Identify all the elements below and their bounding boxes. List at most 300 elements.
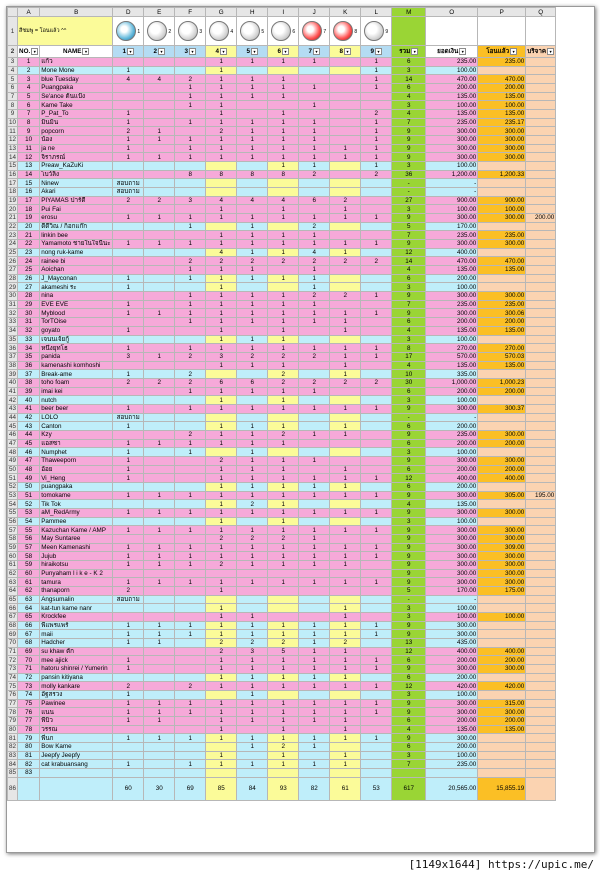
qty-cell[interactable] xyxy=(299,370,330,379)
name-cell[interactable]: blue Tuesday xyxy=(40,75,113,84)
qty-cell[interactable]: 1 xyxy=(206,335,237,344)
donate-cell[interactable] xyxy=(526,292,556,301)
qty-cell[interactable]: 1 xyxy=(268,760,299,769)
qty-cell[interactable]: 1 xyxy=(268,491,299,500)
name-cell[interactable]: Vi_Heng xyxy=(40,474,113,483)
qty-cell[interactable]: 1 xyxy=(299,656,330,665)
qty-cell[interactable]: 2 xyxy=(299,378,330,387)
qty-cell[interactable]: 1 xyxy=(330,621,361,630)
row-number[interactable]: 56 xyxy=(9,517,17,525)
qty-cell[interactable]: 1 xyxy=(237,292,268,301)
name-cell[interactable]: แนน xyxy=(40,708,113,717)
qty-cell[interactable] xyxy=(144,118,175,127)
name-cell[interactable]: ja ne xyxy=(40,144,113,153)
qty-cell[interactable]: 1 xyxy=(330,248,361,257)
paid-cell[interactable]: 470.00 xyxy=(478,257,526,266)
qty-cell[interactable] xyxy=(144,673,175,682)
qty-cell[interactable] xyxy=(330,231,361,240)
paid-cell[interactable] xyxy=(478,162,526,171)
no-cell[interactable]: 63 xyxy=(18,595,40,604)
column-letter[interactable]: I xyxy=(268,8,299,17)
qty-cell[interactable] xyxy=(237,725,268,734)
name-cell[interactable]: LOLO xyxy=(40,413,113,422)
qty-cell[interactable] xyxy=(144,361,175,370)
paid-cell[interactable]: 470.00 xyxy=(478,75,526,84)
no-cell[interactable]: 33 xyxy=(18,335,40,344)
qty-cell[interactable]: 1 xyxy=(299,118,330,127)
total-cell[interactable]: 9 xyxy=(392,630,426,639)
qty-cell[interactable]: 1 xyxy=(206,725,237,734)
paid-cell[interactable]: 570.03 xyxy=(478,352,526,361)
qty-cell[interactable]: 1 xyxy=(113,560,144,569)
name-cell[interactable]: พี่บิว xyxy=(40,717,113,726)
qty-cell[interactable]: 2 xyxy=(206,647,237,656)
row-number[interactable]: 39 xyxy=(9,370,17,378)
qty-cell[interactable] xyxy=(237,604,268,613)
name-cell[interactable]: อ้อย xyxy=(40,465,113,474)
qty-cell[interactable] xyxy=(113,84,144,93)
qty-cell[interactable] xyxy=(175,665,206,674)
qty-cell[interactable] xyxy=(144,396,175,405)
donate-cell[interactable] xyxy=(526,604,556,613)
qty-cell[interactable] xyxy=(206,743,237,752)
donate-cell[interactable] xyxy=(526,734,556,743)
qty-cell[interactable] xyxy=(237,326,268,335)
qty-cell[interactable]: 1 xyxy=(237,656,268,665)
qty-cell[interactable]: 2 xyxy=(206,257,237,266)
amount-cell[interactable]: 200.00 xyxy=(426,84,478,93)
qty-cell[interactable]: 1 xyxy=(175,526,206,535)
name-cell[interactable]: nina xyxy=(40,292,113,301)
qty-cell[interactable]: 1 xyxy=(175,101,206,110)
qty-cell[interactable]: สอบถาม xyxy=(113,188,144,197)
qty-cell[interactable]: 1 xyxy=(330,526,361,535)
qty-cell[interactable]: 1 xyxy=(113,474,144,483)
qty-cell[interactable] xyxy=(144,144,175,153)
qty-cell[interactable] xyxy=(268,179,299,188)
qty-cell[interactable]: 1 xyxy=(330,734,361,743)
qty-cell[interactable]: 1 xyxy=(206,656,237,665)
donate-cell[interactable] xyxy=(526,179,556,188)
qty-cell[interactable]: 1 xyxy=(330,673,361,682)
paid-cell[interactable]: 300.00 xyxy=(478,552,526,561)
qty-cell[interactable]: 1 xyxy=(268,214,299,223)
total-cell[interactable]: 9 xyxy=(392,665,426,674)
qty-cell[interactable] xyxy=(175,673,206,682)
qty-cell[interactable]: 1 xyxy=(330,240,361,249)
qty-cell[interactable]: 2 xyxy=(330,257,361,266)
column-letter[interactable]: F xyxy=(175,8,206,17)
no-cell[interactable]: 57 xyxy=(18,543,40,552)
qty-cell[interactable]: 2 xyxy=(268,378,299,387)
qty-cell[interactable] xyxy=(175,534,206,543)
qty-cell[interactable]: 1 xyxy=(268,248,299,257)
paid-cell[interactable]: 300.00 xyxy=(478,127,526,136)
total-cell[interactable]: 9 xyxy=(392,699,426,708)
qty-cell[interactable] xyxy=(330,769,361,778)
no-cell[interactable]: 3 xyxy=(18,75,40,84)
qty-cell[interactable] xyxy=(237,205,268,214)
total-cell[interactable]: 3 xyxy=(392,691,426,700)
paid-cell[interactable] xyxy=(478,639,526,648)
qty-cell[interactable]: 1 xyxy=(206,396,237,405)
qty-cell[interactable]: 4 xyxy=(144,75,175,84)
qty-cell[interactable] xyxy=(361,717,392,726)
qty-cell[interactable] xyxy=(144,482,175,491)
amount-cell[interactable]: - xyxy=(426,595,478,604)
amount-cell[interactable]: 100.00 xyxy=(426,517,478,526)
qty-cell[interactable]: 1 xyxy=(268,118,299,127)
qty-cell[interactable]: 1 xyxy=(206,682,237,691)
paid-cell[interactable]: 300.00 xyxy=(478,534,526,543)
qty-cell[interactable] xyxy=(175,717,206,726)
qty-cell[interactable]: 1 xyxy=(268,162,299,171)
no-cell[interactable]: 18 xyxy=(18,205,40,214)
qty-cell[interactable]: 1 xyxy=(175,153,206,162)
paid-cell[interactable] xyxy=(478,751,526,760)
paid-cell[interactable] xyxy=(478,248,526,257)
qty-cell[interactable] xyxy=(175,396,206,405)
qty-cell[interactable]: 1 xyxy=(330,543,361,552)
amount-cell[interactable]: 1,000.00 xyxy=(426,378,478,387)
amount-cell[interactable]: 300.00 xyxy=(426,456,478,465)
total-cell[interactable]: - xyxy=(392,179,426,188)
amount-cell[interactable]: 300.00 xyxy=(426,240,478,249)
name-cell[interactable]: Meen Kamenashi xyxy=(40,543,113,552)
name-cell[interactable]: nutch xyxy=(40,396,113,405)
qty-cell[interactable]: 1 xyxy=(113,448,144,457)
no-cell[interactable]: 25 xyxy=(18,266,40,275)
qty-cell[interactable]: 1 xyxy=(113,760,144,769)
paid-cell[interactable]: 300.00 xyxy=(478,508,526,517)
no-cell[interactable]: 30 xyxy=(18,309,40,318)
name-cell[interactable]: EVE EVE xyxy=(40,300,113,309)
name-cell[interactable]: hiraikotsu xyxy=(40,560,113,569)
qty-cell[interactable]: 1 xyxy=(206,500,237,509)
donate-cell[interactable] xyxy=(526,257,556,266)
no-cell[interactable]: 19 xyxy=(18,214,40,223)
qty-cell[interactable]: 1 xyxy=(330,422,361,431)
qty-cell[interactable] xyxy=(330,387,361,396)
qty-cell[interactable]: 1 xyxy=(268,552,299,561)
qty-cell[interactable] xyxy=(144,110,175,119)
qty-cell[interactable]: 1 xyxy=(175,448,206,457)
name-cell[interactable]: จิราภรณ์ xyxy=(40,153,113,162)
qty-cell[interactable]: 1 xyxy=(237,526,268,535)
qty-cell[interactable] xyxy=(268,595,299,604)
paid-cell[interactable]: 100.00 xyxy=(478,613,526,622)
total-cell[interactable]: - xyxy=(392,413,426,422)
qty-cell[interactable] xyxy=(330,179,361,188)
qty-cell[interactable]: 2 xyxy=(237,257,268,266)
no-cell[interactable]: 23 xyxy=(18,248,40,257)
filter-dropdown-icon[interactable]: ▾ xyxy=(313,48,320,55)
qty-cell[interactable] xyxy=(144,318,175,327)
qty-cell[interactable]: 1 xyxy=(144,352,175,361)
qty-cell[interactable]: 2 xyxy=(113,682,144,691)
qty-cell[interactable]: 1 xyxy=(237,465,268,474)
qty-cell[interactable] xyxy=(330,66,361,75)
qty-cell[interactable] xyxy=(144,500,175,509)
qty-cell[interactable] xyxy=(330,517,361,526)
donate-cell[interactable] xyxy=(526,708,556,717)
qty-cell[interactable]: 1 xyxy=(361,240,392,249)
qty-cell[interactable]: 1 xyxy=(206,283,237,292)
donate-cell[interactable] xyxy=(526,552,556,561)
qty-cell[interactable]: 1 xyxy=(361,543,392,552)
row-number[interactable]: 22 xyxy=(9,223,17,231)
paid-cell[interactable]: 235.17 xyxy=(478,118,526,127)
amount-cell[interactable]: 300.00 xyxy=(426,153,478,162)
qty-cell[interactable] xyxy=(113,248,144,257)
amount-cell[interactable]: 235.00 xyxy=(426,430,478,439)
qty-cell[interactable]: 1 xyxy=(330,665,361,674)
amount-cell[interactable]: 400.00 xyxy=(426,647,478,656)
amount-cell[interactable]: 570.00 xyxy=(426,352,478,361)
name-cell[interactable]: puangpaka xyxy=(40,482,113,491)
total-cell[interactable]: 4 xyxy=(392,110,426,119)
qty-cell[interactable]: 1 xyxy=(206,517,237,526)
total-cell[interactable]: 6 xyxy=(392,465,426,474)
qty-cell[interactable] xyxy=(175,283,206,292)
qty-cell[interactable]: 1 xyxy=(268,292,299,301)
name-cell[interactable]: panida xyxy=(40,352,113,361)
total-cell[interactable]: 9 xyxy=(392,708,426,717)
qty-cell[interactable]: 1 xyxy=(175,266,206,275)
qty-cell[interactable] xyxy=(113,58,144,67)
paid-cell[interactable]: 135.00 xyxy=(478,266,526,275)
paid-cell[interactable] xyxy=(478,179,526,188)
qty-cell[interactable]: 1 xyxy=(361,665,392,674)
filter-dropdown-icon[interactable]: ▾ xyxy=(31,48,38,55)
qty-cell[interactable]: 2 xyxy=(361,170,392,179)
qty-cell[interactable] xyxy=(144,456,175,465)
qty-cell[interactable]: 1 xyxy=(330,604,361,613)
qty-cell[interactable]: 1 xyxy=(330,344,361,353)
paid-cell[interactable]: 235.00 xyxy=(478,231,526,240)
qty-cell[interactable]: 1 xyxy=(175,274,206,283)
qty-cell[interactable]: 1 xyxy=(175,136,206,145)
qty-cell[interactable]: 1 xyxy=(237,430,268,439)
no-cell[interactable]: 44 xyxy=(18,430,40,439)
name-cell[interactable]: ดีดีวิณ / ก็อกแก๊ก xyxy=(40,222,113,231)
amount-cell[interactable]: 470.00 xyxy=(426,257,478,266)
qty-cell[interactable]: 1 xyxy=(237,274,268,283)
qty-cell[interactable]: 1 xyxy=(144,491,175,500)
qty-cell[interactable]: 1 xyxy=(237,136,268,145)
donate-cell[interactable] xyxy=(526,162,556,171)
row-number[interactable]: 68 xyxy=(9,622,17,629)
total-cell[interactable]: 12 xyxy=(392,474,426,483)
qty-cell[interactable] xyxy=(206,448,237,457)
qty-cell[interactable]: 1 xyxy=(330,630,361,639)
column-letter[interactable]: Q xyxy=(526,8,556,17)
qty-cell[interactable] xyxy=(237,517,268,526)
no-cell[interactable]: 36 xyxy=(18,361,40,370)
qty-cell[interactable]: 1 xyxy=(299,153,330,162)
qty-cell[interactable]: 2 xyxy=(175,75,206,84)
paid-cell[interactable]: 175.00 xyxy=(478,586,526,595)
qty-cell[interactable]: 4 xyxy=(206,196,237,205)
row-number[interactable]: 63 xyxy=(9,578,17,586)
amount-cell[interactable]: 400.00 xyxy=(426,248,478,257)
qty-cell[interactable]: 1 xyxy=(144,734,175,743)
qty-cell[interactable] xyxy=(330,439,361,448)
qty-cell[interactable]: 1 xyxy=(206,205,237,214)
qty-cell[interactable]: 2 xyxy=(144,196,175,205)
row-number[interactable]: 77 xyxy=(9,700,17,708)
donate-cell[interactable] xyxy=(526,578,556,587)
total-cell[interactable]: 6 xyxy=(392,274,426,283)
name-cell[interactable]: Mone Mone xyxy=(40,66,113,75)
qty-cell[interactable] xyxy=(361,613,392,622)
donate-cell[interactable]: 200.00 xyxy=(526,214,556,223)
qty-cell[interactable]: 1 xyxy=(268,656,299,665)
qty-cell[interactable] xyxy=(144,595,175,604)
amount-cell[interactable]: 300.00 xyxy=(426,734,478,743)
amount-cell[interactable]: 135.00 xyxy=(426,361,478,370)
amount-cell[interactable]: 200.00 xyxy=(426,318,478,327)
no-cell[interactable]: 82 xyxy=(18,760,40,769)
qty-cell[interactable] xyxy=(144,448,175,457)
donate-cell[interactable] xyxy=(526,534,556,543)
paid-cell[interactable]: 300.00 xyxy=(478,240,526,249)
total-cell[interactable]: 9 xyxy=(392,621,426,630)
qty-cell[interactable]: 1 xyxy=(330,352,361,361)
qty-cell[interactable] xyxy=(175,110,206,119)
qty-cell[interactable] xyxy=(299,448,330,457)
qty-cell[interactable]: 1 xyxy=(206,543,237,552)
donate-cell[interactable] xyxy=(526,613,556,622)
name-cell[interactable]: Bow Kame xyxy=(40,743,113,752)
qty-cell[interactable] xyxy=(268,188,299,197)
qty-cell[interactable] xyxy=(268,101,299,110)
qty-cell[interactable] xyxy=(361,751,392,760)
qty-cell[interactable] xyxy=(330,396,361,405)
qty-cell[interactable] xyxy=(113,769,144,778)
total-cell[interactable]: 6 xyxy=(392,58,426,67)
amount-cell[interactable]: 300.00 xyxy=(426,665,478,674)
qty-cell[interactable]: 1 xyxy=(175,214,206,223)
filter-dropdown-icon[interactable]: ▾ xyxy=(282,48,289,55)
qty-cell[interactable] xyxy=(361,586,392,595)
qty-cell[interactable]: 1 xyxy=(330,708,361,717)
total-cell[interactable]: 9 xyxy=(392,578,426,587)
qty-cell[interactable]: 1 xyxy=(113,136,144,145)
qty-cell[interactable]: 1 xyxy=(299,474,330,483)
name-cell[interactable]: Jujub xyxy=(40,552,113,561)
paid-cell[interactable] xyxy=(478,413,526,422)
qty-cell[interactable]: 1 xyxy=(361,352,392,361)
qty-cell[interactable]: 1 xyxy=(361,118,392,127)
qty-cell[interactable] xyxy=(175,517,206,526)
filter-dropdown-icon[interactable]: ▾ xyxy=(251,48,258,55)
row-number[interactable]: 26 xyxy=(9,257,17,265)
qty-cell[interactable]: 1 xyxy=(237,92,268,101)
qty-cell[interactable] xyxy=(361,647,392,656)
qty-cell[interactable] xyxy=(330,534,361,543)
qty-cell[interactable]: 1 xyxy=(299,699,330,708)
donate-cell[interactable] xyxy=(526,448,556,457)
qty-cell[interactable]: 1 xyxy=(237,482,268,491)
row-number[interactable]: 51 xyxy=(9,474,17,482)
qty-cell[interactable] xyxy=(361,318,392,327)
paid-cell[interactable]: 1,000.23 xyxy=(478,378,526,387)
row-number[interactable]: 73 xyxy=(9,665,17,673)
qty-cell[interactable]: 1 xyxy=(237,734,268,743)
qty-cell[interactable]: 2 xyxy=(206,127,237,136)
qty-cell[interactable]: 1 xyxy=(330,482,361,491)
total-cell[interactable]: 9 xyxy=(392,127,426,136)
qty-cell[interactable]: 1 xyxy=(268,318,299,327)
qty-cell[interactable]: 1 xyxy=(299,543,330,552)
donate-cell[interactable] xyxy=(526,58,556,67)
amount-cell[interactable]: 135.00 xyxy=(426,326,478,335)
qty-cell[interactable]: 1 xyxy=(206,717,237,726)
qty-cell[interactable]: 1 xyxy=(330,404,361,413)
paid-cell[interactable] xyxy=(478,283,526,292)
qty-cell[interactable] xyxy=(175,500,206,509)
name-cell[interactable]: มิ่นมิน xyxy=(40,118,113,127)
paid-cell[interactable]: 400.00 xyxy=(478,647,526,656)
qty-cell[interactable]: 4 xyxy=(237,196,268,205)
qty-cell[interactable] xyxy=(361,560,392,569)
qty-cell[interactable] xyxy=(144,534,175,543)
qty-cell[interactable]: 1 xyxy=(237,335,268,344)
qty-cell[interactable]: 2 xyxy=(330,196,361,205)
paid-cell[interactable] xyxy=(478,517,526,526)
filter-dropdown-icon[interactable]: ▾ xyxy=(459,48,466,55)
qty-cell[interactable] xyxy=(268,586,299,595)
donate-cell[interactable] xyxy=(526,84,556,93)
amount-cell[interactable]: 300.00 xyxy=(426,578,478,587)
qty-cell[interactable] xyxy=(268,604,299,613)
no-cell[interactable]: 6 xyxy=(18,101,40,110)
no-cell[interactable]: 27 xyxy=(18,283,40,292)
amount-cell[interactable]: 100.00 xyxy=(426,613,478,622)
amount-cell[interactable]: 200.00 xyxy=(426,717,478,726)
amount-cell[interactable]: 100.00 xyxy=(426,448,478,457)
name-cell[interactable]: rainee bi xyxy=(40,257,113,266)
no-cell[interactable]: 49 xyxy=(18,474,40,483)
qty-cell[interactable]: 2 xyxy=(268,430,299,439)
qty-cell[interactable]: 1 xyxy=(175,630,206,639)
total-cell[interactable]: 9 xyxy=(392,534,426,543)
qty-cell[interactable] xyxy=(361,725,392,734)
qty-cell[interactable]: 1 xyxy=(268,482,299,491)
amount-cell[interactable]: 100.00 xyxy=(426,691,478,700)
qty-cell[interactable]: 1 xyxy=(268,127,299,136)
qty-cell[interactable]: 1 xyxy=(268,465,299,474)
qty-cell[interactable]: 1 xyxy=(175,621,206,630)
qty-cell[interactable]: 1 xyxy=(268,422,299,431)
no-cell[interactable]: 55 xyxy=(18,526,40,535)
paid-cell[interactable] xyxy=(478,621,526,630)
row-number[interactable]: 23 xyxy=(9,231,17,239)
row-number[interactable]: 57 xyxy=(9,526,17,534)
qty-cell[interactable] xyxy=(175,639,206,648)
qty-cell[interactable] xyxy=(113,725,144,734)
qty-cell[interactable]: 1 xyxy=(113,543,144,552)
qty-cell[interactable] xyxy=(175,691,206,700)
qty-cell[interactable] xyxy=(175,58,206,67)
qty-cell[interactable] xyxy=(361,274,392,283)
qty-cell[interactable]: 1 xyxy=(299,240,330,249)
no-cell[interactable]: 73 xyxy=(18,682,40,691)
qty-cell[interactable] xyxy=(175,725,206,734)
row-number[interactable]: 30 xyxy=(9,292,17,300)
qty-cell[interactable]: 1 xyxy=(361,58,392,67)
